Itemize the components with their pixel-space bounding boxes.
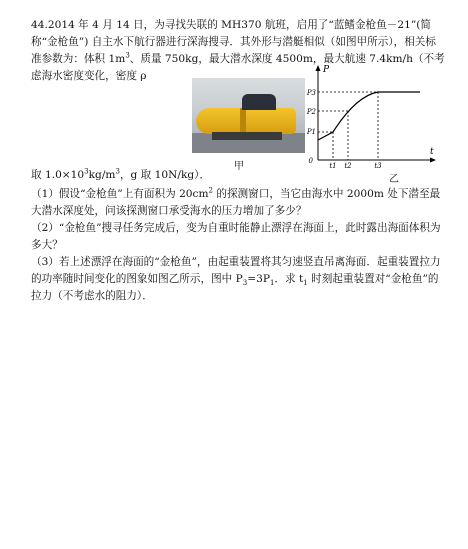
t2-label: t2 [344, 162, 352, 170]
x-axis-label: t [430, 147, 434, 157]
x-axis-arrow [430, 158, 436, 163]
problem-intro: 44.2014 年 4 月 14 日，为寻找失联的 MH370 航班，启用了“蓝鳍金枪鱼－21”(简称“金枪鱼”) 自主水下航行器进行深海搜寻．其外形与潜艇相似（如图甲所示），相关标准参数为：体积 $1m^3$、质量 750kg，最大潜水深度 4500m，最大航速 7.4km/h（不考虑海水密度变化，密度 ρ [31, 19, 445, 82]
p1-label: P1 [306, 128, 316, 136]
y-axis-arrow [316, 65, 321, 71]
y-axis-label: P [323, 65, 330, 75]
question-1: （1）假设“金枪鱼”上有面积为 $20cm^2$ 的探测窗口，当它由海水中 2000m 处下潜至最大潜水深度处，问该探测窗口承受海水的压力增加了多少？ [31, 186, 441, 217]
power-time-graph [306, 62, 440, 170]
t3-label: t3 [374, 162, 382, 170]
question-2: （2）“金枪鱼”搜寻任务完成后，变为自重时能静止漂浮在海面上，此时露出海面体积为多大？ [31, 222, 441, 251]
figure-jia-caption: 甲 [234, 161, 244, 172]
origin-label: 0 [308, 157, 313, 165]
density-note: 取 $1.0\times 10^3kg/m^3$，g 取 10N/kg）． [31, 167, 211, 181]
figure-yi-caption: 乙 [389, 174, 399, 185]
submarine-photo [192, 78, 305, 153]
t1-label: t1 [329, 162, 337, 170]
p3-label: P3 [306, 89, 316, 97]
question-3: （3）若上述漂浮在海面的“金枪鱼”，由起重装置将其匀速竖直吊离海面．起重装置拉力的功率随时间变化的图象如图乙所示，图中 $P_3=3P_1$．求 $t_1$ 时刻起重装置对“金枪鱼”的拉力（不考虑水的阻力）． [31, 256, 441, 302]
p2-label: P2 [306, 108, 316, 116]
